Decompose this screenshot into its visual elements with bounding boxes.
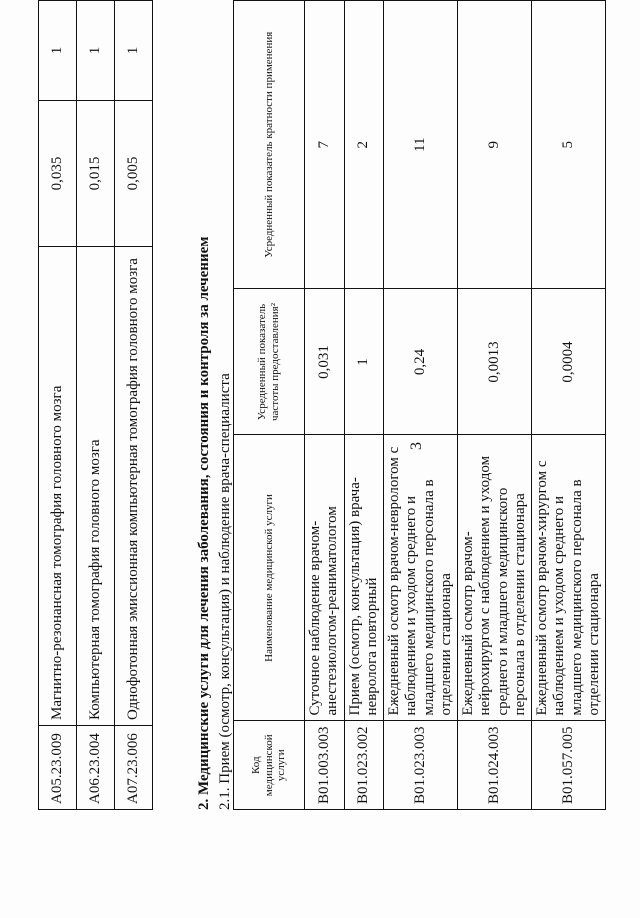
multiplicity-value: 7 [305, 1, 345, 289]
multiplicity-value: 1 [115, 1, 153, 101]
multiplicity-value: 11 [384, 1, 458, 289]
frequency-value: 0,031 [305, 289, 345, 435]
multiplicity-value: 5 [532, 1, 606, 289]
table-header-row [234, 1, 305, 810]
table-row [305, 1, 345, 810]
multiplicity-value: 2 [344, 1, 384, 289]
multiplicity-value: 1 [77, 1, 115, 101]
service-code: B01.057.005 [532, 721, 606, 810]
multiplicity-value: 9 [458, 1, 532, 289]
frequency-value: 0,035 [39, 101, 77, 247]
frequency-value: 0,0004 [532, 289, 606, 435]
multiplicity-value: 1 [39, 1, 77, 101]
header-name: Наименование медицинской услуги [234, 435, 305, 721]
header-multiplicity: Усредненный показатель кратности применения [234, 1, 305, 289]
service-name: Ежедневный осмотр врачом-неврологом с наблюдением и уходом среднего и младшего медицинского персонала в отделении стационара [384, 435, 458, 721]
service-code: A06.23.004 [77, 726, 115, 810]
page-number: 3 [408, 442, 425, 450]
table-row [39, 1, 77, 810]
service-name: Ежедневный осмотр врачом-хирургом с наблюдением и уходом среднего и младшего медицинского персонала в отделении стационара [532, 435, 606, 721]
services-table [233, 0, 606, 810]
header-frequency: Усредненный показатель частоты предоставления² [234, 289, 305, 435]
service-name: Однофотонная эмиссионная компьютерная томография головного мозга [115, 247, 153, 726]
service-code: B01.024.003 [458, 721, 532, 810]
service-code: A05.23.009 [39, 726, 77, 810]
header-code: Код медицинской услуги [234, 721, 305, 810]
frequency-value: 0,0013 [458, 289, 532, 435]
section-title: 2. Медицинские услуги для лечения заболевания, состояния и контроля за лечением [196, 236, 212, 810]
table-row [77, 1, 115, 810]
table-row [384, 1, 458, 810]
service-code: B01.003.003 [305, 721, 345, 810]
service-name: Прием (осмотр, консультация) врача-невролога повторный [344, 435, 384, 721]
frequency-value: 0,015 [77, 101, 115, 247]
table-row [532, 1, 606, 810]
table-row [344, 1, 384, 810]
service-name: Суточное наблюдение врачом-анестезиологом-реаниматологом [305, 435, 345, 721]
subsection-title: 2.1. Прием (осмотр, консультация) и наблюдение врача-специалиста [217, 373, 233, 810]
table-row [458, 1, 532, 810]
service-code: B01.023.003 [384, 721, 458, 810]
frequency-value: 0,24 [384, 289, 458, 435]
service-code: A07.23.006 [115, 726, 153, 810]
frequency-value: 0,005 [115, 101, 153, 247]
services-table-continued [38, 0, 153, 810]
service-name: Магнитно-резонансная томография головного мозга [39, 247, 77, 726]
service-code: B01.023.002 [344, 721, 384, 810]
service-name: Ежедневный осмотр врачом-нейрохирургом с наблюдением и уходом среднего и младшего медицинского персонала в отделении стационара [458, 435, 532, 721]
frequency-value: 1 [344, 289, 384, 435]
table-row [115, 1, 153, 810]
service-name: Компьютерная томография головного мозга [77, 247, 115, 726]
